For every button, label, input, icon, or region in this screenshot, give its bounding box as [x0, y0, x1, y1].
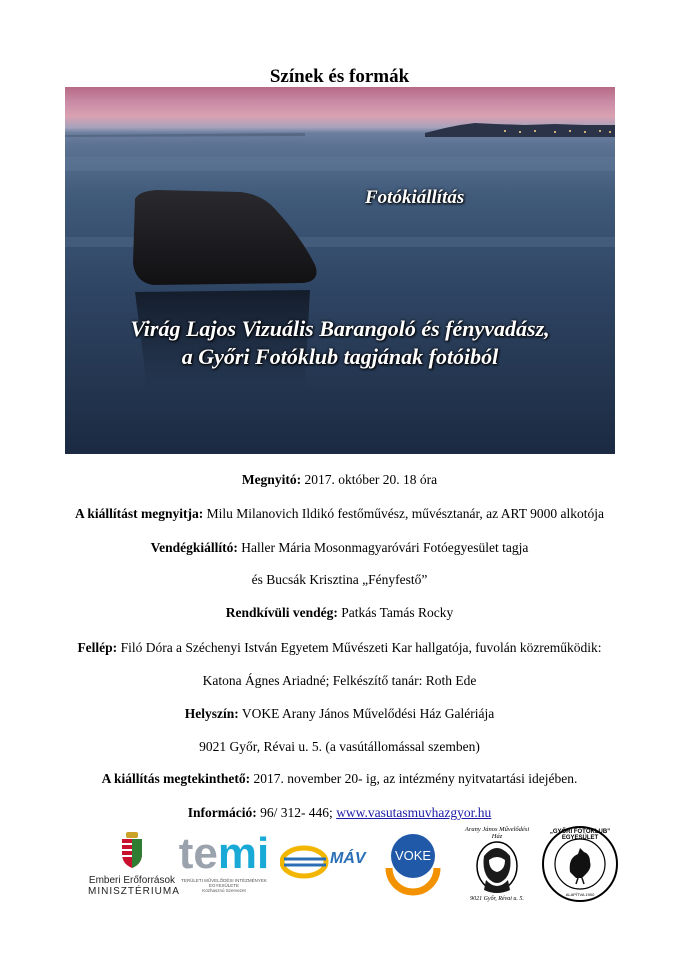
- emmi-label-2: MINISZTÉRIUMA: [88, 886, 180, 897]
- temi-text-cyan: mi: [217, 829, 270, 878]
- info-phone: 96/ 312- 446;: [256, 805, 337, 820]
- opener-row: [0, 506, 679, 522]
- hungarian-coat-of-arms-icon: [88, 830, 176, 870]
- voke-logo: [383, 830, 443, 896]
- guest-row-2: [0, 572, 679, 588]
- performer-value-2: Katona Ágnes Ariadné; Felkészítő tanár: Roth Ede: [202, 673, 477, 688]
- visit-row: [0, 771, 679, 787]
- seascape-illustration: [65, 87, 615, 454]
- info-label: Információ:: [187, 805, 257, 820]
- fotoklub-arc-text: „GYŐRI FOTÓKLUB” EGYESÜLET: [549, 829, 611, 841]
- venue-label: Helyszín:: [184, 706, 239, 721]
- info-row: [0, 805, 679, 821]
- performer-row-2: [0, 673, 679, 689]
- emmi-label-1: Emberi Erőforrások: [88, 875, 176, 886]
- temi-subtitle-2: Közhasznú Szervezet: [202, 888, 246, 893]
- emmi-logo: [88, 830, 180, 910]
- guest-label: Vendégkiállító:: [150, 540, 238, 555]
- venue-row-2: [0, 739, 679, 755]
- venue-row: [0, 706, 679, 722]
- opening-row: [0, 472, 679, 488]
- temi-subtitle: TERÜLETI MŰVELŐDÉSI INTÉZMÉNYEK EGYESÜLETE: [181, 878, 267, 888]
- opener-value: Milu Milanovich Ildikó festőművész, művésztanár, az ART 9000 alkotója: [203, 506, 604, 521]
- performer-value: Filó Dóra a Széchenyi István Egyetem Művészeti Kar hallgatója, fuvolán közreműködik:: [117, 640, 602, 655]
- fotoklub-bottom-text: ALAPÍTVA 1900: [565, 892, 595, 897]
- sponsor-logos: [0, 820, 679, 940]
- opening-label: Megnyitó:: [241, 472, 302, 487]
- voke-text: VOKE: [394, 848, 432, 863]
- temi-text-grey: te: [178, 829, 218, 878]
- visit-value: 2017. november 20- ig, az intézmény nyitvatartási idejében.: [250, 771, 578, 786]
- photo-caption-line1: Virág Lajos Vizuális Barangoló és fényvadász,: [130, 316, 550, 341]
- arany-janos-arc-text: Arany János Művelődési Ház: [464, 826, 530, 840]
- temi-logo: [168, 829, 280, 912]
- special-guest-value: Patkás Tamás Rocky: [337, 605, 454, 620]
- photo-caption-line2: a Győri Fotóklub tagjának fotóiból: [181, 344, 499, 369]
- performer-label: Fellép:: [77, 640, 118, 655]
- arany-janos-bottom-text: 9021 Győr, Révai u. 5.: [470, 896, 524, 902]
- photo-subtitle: Fotókiállítás: [365, 187, 465, 208]
- guest-value-2: és Bucsák Krisztina „Fényfestő”: [251, 572, 428, 587]
- poster-title: Színek és formák: [269, 66, 410, 87]
- venue-address: 9021 Győr, Révai u. 5. (a vasútállomással szemben): [199, 739, 480, 754]
- opening-value: 2017. október 20. 18 óra: [301, 472, 438, 487]
- arany-janos-logo: [462, 826, 532, 904]
- venue-value: VOKE Arany János Művelődési Ház Galériája: [238, 706, 495, 721]
- visit-label: A kiállítás megtekinthető:: [101, 771, 251, 786]
- voke-emblem-icon: [383, 830, 443, 896]
- mav-text: MÁV: [330, 850, 366, 867]
- opener-label: A kiállítást megnyitja:: [75, 506, 204, 521]
- mav-wings-icon: [280, 844, 330, 880]
- fotoklub-logo: [540, 824, 620, 904]
- guest-value: Haller Mária Mosonmagyaróvári Fotóegyesület tagja: [237, 540, 529, 555]
- exhibition-photo: [65, 87, 615, 454]
- special-guest-label: Rendkívüli vendég:: [225, 605, 338, 620]
- special-guest-row: [0, 605, 679, 621]
- website-link[interactable]: www.vasutasmuvhazgyor.hu: [336, 805, 492, 820]
- photo-caption: [65, 315, 615, 371]
- performer-row: [0, 640, 679, 656]
- mav-logo: [280, 842, 378, 882]
- guest-row: [0, 540, 679, 556]
